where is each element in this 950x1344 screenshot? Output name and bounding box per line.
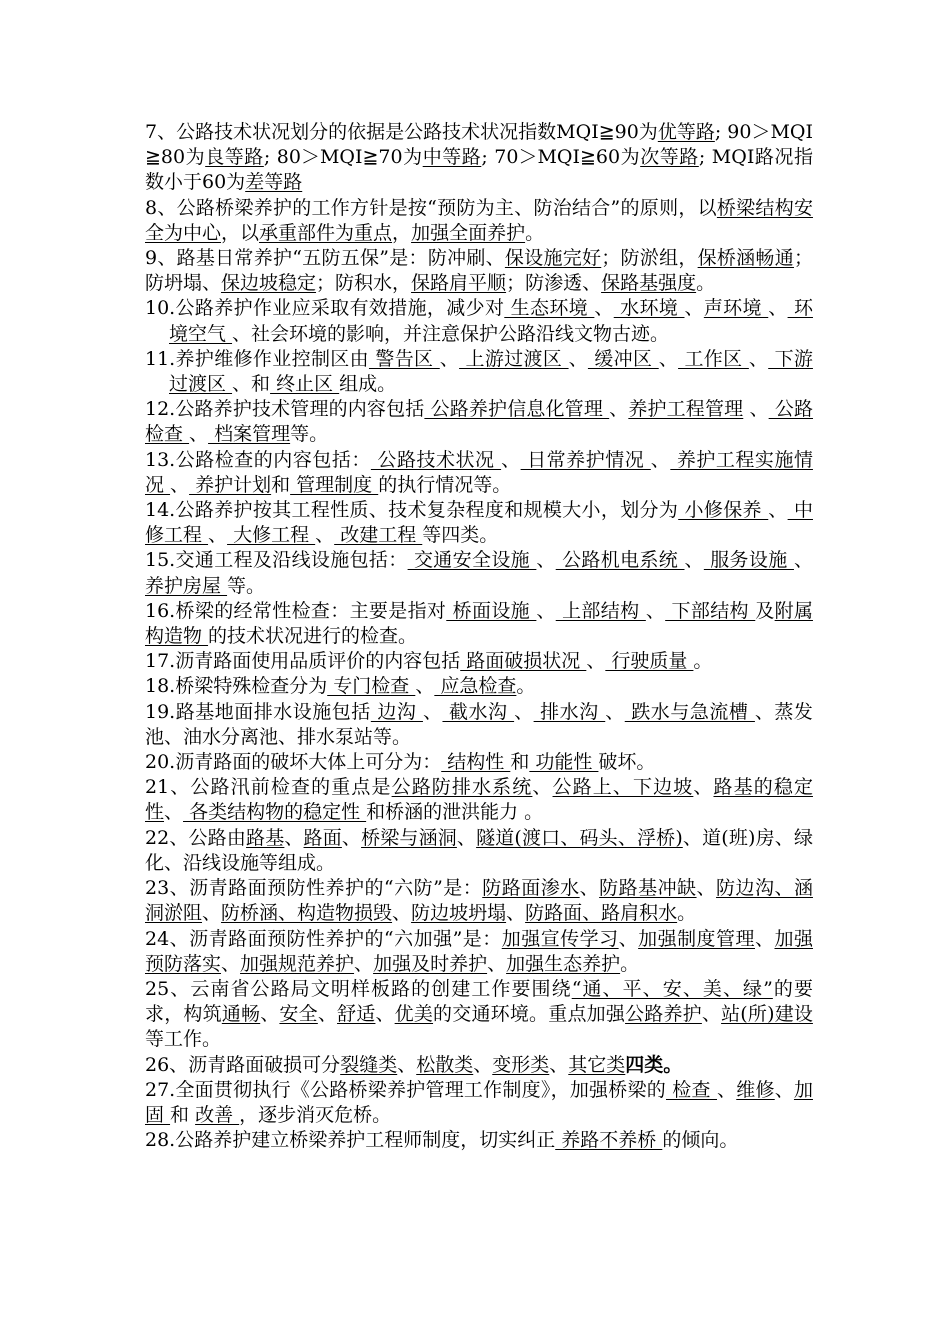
question-q14 xyxy=(145,498,813,548)
answer-blank: 优美 xyxy=(394,1003,434,1026)
answer-blank: 养路不养桥 xyxy=(555,1129,663,1152)
answer-blank: 交通安全设施 xyxy=(407,549,537,572)
answer-blank: 警告区 xyxy=(368,347,440,370)
answer-blank: 承重部件为重点 xyxy=(259,221,393,244)
question-text: 、 xyxy=(315,524,335,547)
question-text: 28.公路养护建立桥梁养护工程师制度，切实纠正 xyxy=(145,1129,556,1152)
question-text: 、 xyxy=(456,826,477,849)
answer-blank: 日常养护情况 xyxy=(520,448,651,471)
question-text: 和 xyxy=(271,473,291,496)
question-text: 和 xyxy=(170,1103,196,1126)
question-text: 9、路基日常养护“五防五保”是：防冲刷、 xyxy=(145,247,505,270)
answer-blank: 终止区 xyxy=(270,373,340,396)
answer-blank: 公路养护 xyxy=(625,1003,702,1026)
question-text: 。 xyxy=(677,902,697,925)
answer-blank: 防路面渗水 xyxy=(482,877,580,900)
question-text: 26、沥青路面破损可分 xyxy=(145,1053,341,1076)
answer-blank: 下部结构 xyxy=(665,599,756,622)
answer-blank: 路面 xyxy=(303,826,342,849)
question-text: 等工作。 xyxy=(145,1028,222,1051)
question-text: 、 xyxy=(189,423,209,446)
question-text: 、道(班)房、绿化、沿线设施等组成。 xyxy=(145,826,813,874)
question-text: 、 xyxy=(650,448,671,471)
question-text: 的倾向。 xyxy=(662,1129,739,1152)
answer-blank: 桥梁结构安全为中心 xyxy=(145,196,813,244)
answer-blank: 上部结构 xyxy=(555,599,646,622)
answer-blank: 舒适 xyxy=(337,1003,376,1026)
answer-blank: 次等路 xyxy=(640,146,699,169)
answer-blank: 保边坡稳定 xyxy=(221,272,317,295)
answer-blank: 改建工程 xyxy=(334,524,423,547)
question-text: 、 xyxy=(755,927,775,950)
answer-blank: 边沟 xyxy=(370,700,423,723)
answer-blank: 养护工程实施情况 xyxy=(145,448,813,496)
question-q25 xyxy=(145,977,813,1053)
question-q11 xyxy=(145,347,813,397)
question-text: 、 xyxy=(684,549,704,572)
answer-blank: 加强全面养护 xyxy=(411,221,526,244)
question-text: 23、沥青路面预防性养护的“六防”是： xyxy=(145,877,483,900)
answer-blank: 公路检查 xyxy=(145,398,813,446)
question-text: 、 xyxy=(536,549,556,572)
question-text: 15.交通工程及沿线设施包括： xyxy=(145,549,408,572)
answer-blank: 路基的稳定性 xyxy=(145,776,813,824)
answer-blank: 松散类 xyxy=(416,1053,474,1076)
answer-blank: 检查 xyxy=(666,1078,718,1101)
answer-blank: 声环境 xyxy=(703,297,769,320)
answer-blank: 加强宣传学习 xyxy=(501,927,619,950)
question-text: 、 xyxy=(594,297,614,320)
question-text: 、 xyxy=(605,700,625,723)
question-q26 xyxy=(145,1053,813,1078)
question-text: 、 xyxy=(774,1078,794,1101)
answer-blank: 档案管理 xyxy=(208,423,291,446)
question-q18 xyxy=(145,674,813,699)
question-text: 、 xyxy=(415,675,435,698)
question-text: ；防坍塌、 xyxy=(145,247,813,295)
question-text: 、 xyxy=(717,1078,737,1101)
question-text: 。 xyxy=(620,952,640,975)
question-text: 等。 xyxy=(290,423,329,446)
question-text: ；防积水， xyxy=(316,272,412,295)
question-text: 、 xyxy=(473,1053,493,1076)
answer-blank: 加强生态养护 xyxy=(506,952,621,975)
question-text: 17.沥青路面使用品质评价的内容包括 xyxy=(145,650,461,673)
question-text: 27.全面贯彻执行《公路桥梁养护管理工作制度》，加强桥梁的 xyxy=(145,1078,666,1101)
answer-blank: 公路机电系统 xyxy=(555,549,685,572)
answer-blank: 大修工程 xyxy=(227,524,316,547)
question-text: ，逐步消灭危桥。 xyxy=(239,1103,392,1126)
answer-blank: 截水沟 xyxy=(442,700,515,723)
question-text: ；防渗透、 xyxy=(506,272,602,295)
question-text: 组成。 xyxy=(339,373,397,396)
question-text: 10.公路养护作业应采取有效措施，减少对 xyxy=(145,297,505,320)
answer-blank: 行驶质量 xyxy=(605,650,694,673)
question-text: 、 xyxy=(341,826,362,849)
answer-blank: 公路养护信息化管理 xyxy=(424,398,610,421)
answer-blank: 安全 xyxy=(279,1003,318,1026)
question-text: 20.沥青路面的破坏大体上可分为： xyxy=(145,751,442,774)
question-q17 xyxy=(145,649,813,674)
question-text: ，以 xyxy=(221,221,260,244)
answer-blank: “通、平、安、美、绿” xyxy=(571,977,773,1000)
answer-blank: 专门检查 xyxy=(327,675,416,698)
question-q20 xyxy=(145,750,813,775)
question-text: 、 xyxy=(317,1003,338,1026)
answer-blank: 养护工程管理 xyxy=(628,398,744,421)
question-text: 22、公路由 xyxy=(145,826,247,849)
answer-blank: 保桥涵畅通 xyxy=(697,247,794,270)
answer-blank: 隧道(渡口、码头、浮桥) xyxy=(476,826,683,849)
answer-blank: 变形类 xyxy=(492,1053,550,1076)
question-text: ；防淤组， xyxy=(601,247,698,270)
answer-blank: 防路面、路肩积水 xyxy=(525,902,678,925)
question-q22 xyxy=(145,826,813,876)
answer-blank: 优等路 xyxy=(657,121,715,143)
question-text: 、 xyxy=(439,347,460,370)
question-text: 、 xyxy=(579,877,600,900)
answer-blank: 排水沟 xyxy=(533,700,606,723)
question-text: 、 xyxy=(501,448,521,471)
question-q7 xyxy=(145,120,813,196)
question-text: 的要求，构筑 xyxy=(145,977,813,1026)
question-text: 、 xyxy=(618,927,639,950)
question-text: 16.桥梁的经常性检查：主要是指对 xyxy=(145,599,447,622)
question-text: 破坏。 xyxy=(598,751,656,774)
question-text: 、 xyxy=(748,347,769,370)
question-text: 和桥涵的泄洪能力 。 xyxy=(366,801,544,824)
question-text: 等。 xyxy=(227,574,266,597)
question-text: 。 xyxy=(696,272,716,295)
answer-blank: 加强规范养护 xyxy=(240,952,355,975)
question-q19 xyxy=(145,700,813,750)
question-q13 xyxy=(145,448,813,498)
answer-blank: 良等路 xyxy=(205,146,264,169)
question-text: 13.公路检查的内容包括： xyxy=(145,448,371,471)
question-text: 18.桥梁特殊检查分为 xyxy=(145,675,328,698)
answer-blank: 水环境 xyxy=(613,297,685,320)
answer-blank: 工作区 xyxy=(678,347,749,370)
question-text: 、 xyxy=(487,952,507,975)
answer-blank: 路基 xyxy=(246,826,285,849)
answer-blank: 改善 xyxy=(195,1103,240,1126)
answer-blank: 差等路 xyxy=(245,171,303,194)
answer-blank: 中修工程 xyxy=(145,499,813,547)
answer-blank: 缓冲区 xyxy=(587,347,659,370)
answer-blank: 环境空气 xyxy=(169,297,813,345)
question-text: 、 xyxy=(609,398,629,421)
question-text: ; 70＞MQI≧60为 xyxy=(481,146,641,169)
answer-blank: 小修保养 xyxy=(678,499,769,522)
answer-blank: 其它类 xyxy=(568,1053,626,1076)
question-text: 、 xyxy=(506,902,526,925)
question-list xyxy=(145,120,813,1153)
answer-blank: 公路上、下边坡 xyxy=(552,776,694,799)
question-text: ; 90＞MQI≧80为 xyxy=(145,121,813,169)
question-text: 、 xyxy=(397,1053,417,1076)
question-q15 xyxy=(145,548,813,598)
question-text: 7、公路技术状况划分的依据是公路技术状况指数MQI≧90为 xyxy=(145,121,658,143)
answer-blank: 加固 xyxy=(145,1078,813,1126)
question-q10 xyxy=(145,296,813,346)
question-q27 xyxy=(145,1078,813,1128)
question-text: 、 xyxy=(354,952,374,975)
question-text: 。 xyxy=(525,221,545,244)
answer-blank: 上游过渡区 xyxy=(459,347,569,370)
answer-blank: 桥面设施 xyxy=(446,599,537,622)
question-text: 、蒸发池、油水分离池、排水泵站等。 xyxy=(145,700,813,748)
answer-blank: 结构性 xyxy=(441,751,511,774)
answer-blank: 站(所)建设 xyxy=(721,1003,813,1026)
answer-blank: 路面破损状况 xyxy=(460,650,587,673)
question-text: 、 xyxy=(568,347,588,370)
question-text: 、 xyxy=(422,700,443,723)
question-text: 等四类。 xyxy=(422,524,499,547)
question-text: 、 xyxy=(586,650,606,673)
question-text: 、 xyxy=(536,599,556,622)
answer-blank: 养护计划 xyxy=(189,473,272,496)
question-text: 25、云南省公路局文明样板路的创建工作要围绕 xyxy=(145,977,572,1000)
question-text: 、社会环境的影响，并注意保护公路沿线文物古迹。 xyxy=(232,322,670,345)
answer-blank: 保路肩平顺 xyxy=(411,272,507,295)
question-text: 、和 xyxy=(232,373,271,396)
answer-blank: 下游过渡区 xyxy=(169,347,813,396)
question-q23 xyxy=(145,876,813,926)
question-text: 、 xyxy=(260,1003,280,1026)
question-text: 、 xyxy=(164,801,184,824)
answer-blank: 跌水与急流槽 xyxy=(624,700,755,723)
answer-blank: 应急检查 xyxy=(434,675,517,698)
question-q16 xyxy=(145,599,813,649)
answer-blank: 防边沟、涵洞淤阻 xyxy=(145,877,813,925)
answer-blank: 公路技术状况 xyxy=(370,448,502,471)
answer-blank: 公路防排水系统 xyxy=(391,776,533,799)
answer-blank: 加强预防落实 xyxy=(145,927,813,975)
question-text: 24、沥青路面预防性养护的“六加强”是： xyxy=(145,927,502,950)
answer-blank: 各类结构物的稳定性 xyxy=(183,801,367,824)
question-text: 及 xyxy=(755,599,775,622)
answer-blank: 保设施完好 xyxy=(504,247,602,270)
question-text: 21、公路汛前检查的重点是 xyxy=(145,776,392,799)
answer-blank: 防边坡坍塌 xyxy=(411,902,507,925)
question-q28 xyxy=(145,1128,813,1153)
answer-blank: 加强制度管理 xyxy=(638,927,755,950)
question-text: 、 xyxy=(170,473,190,496)
question-text: 。 xyxy=(693,650,713,673)
question-q24 xyxy=(145,927,813,977)
question-text: 、 xyxy=(645,599,666,622)
question-text: 、 xyxy=(768,297,788,320)
answer-blank: 维修 xyxy=(736,1078,775,1101)
answer-blank: 中等路 xyxy=(422,146,482,169)
question-text: 、 xyxy=(221,952,241,975)
question-text: ; 80＞MQI≧70为 xyxy=(263,146,423,169)
answer-blank: 桥梁与涵洞 xyxy=(361,826,457,849)
answer-blank: 服务设施 xyxy=(703,549,794,572)
question-text: 的交通环境。重点加强 xyxy=(433,1003,626,1026)
answer-blank: 功能性 xyxy=(529,751,599,774)
question-text: 、 xyxy=(793,549,813,572)
question-text: 、 xyxy=(684,297,704,320)
question-q9 xyxy=(145,246,813,296)
question-text: 、 xyxy=(701,1003,722,1026)
answer-blank: 保路基强度 xyxy=(601,272,697,295)
question-q12 xyxy=(145,397,813,447)
answer-blank: 防桥涵、构造物损毁 xyxy=(221,902,393,925)
question-text: 的技术状况进行的检查。 xyxy=(208,625,418,648)
question-text: 、 xyxy=(375,1003,395,1026)
question-text: 、 xyxy=(284,826,304,849)
question-text: 14.公路养护按其工程性质、技术复杂程度和规模大小，划分为 xyxy=(145,499,679,522)
question-text: 、 xyxy=(392,902,412,925)
question-text: 11.养护维修作业控制区由 xyxy=(145,347,369,370)
question-text: 19.路基地面排水设施包括 xyxy=(145,700,371,723)
question-text: 、 xyxy=(514,700,534,723)
question-text: 、 xyxy=(658,347,679,370)
question-text: 、 xyxy=(202,902,222,925)
question-text: 、 xyxy=(693,776,714,799)
answer-blank: 通畅 xyxy=(221,1003,261,1026)
question-text: 8、公路桥梁养护的工作方针是按“预防为主、防治结合”的原则，以 xyxy=(145,196,717,219)
question-text: 、 xyxy=(549,1053,569,1076)
question-text: ， xyxy=(392,221,412,244)
question-q21 xyxy=(145,775,813,825)
answer-blank: 裂缝类 xyxy=(340,1053,398,1076)
question-text: 、 xyxy=(696,877,717,900)
answer-blank: 防路基冲缺 xyxy=(599,877,697,900)
answer-blank: 养护房屋 xyxy=(145,574,228,597)
question-text: 四类。 xyxy=(625,1053,683,1076)
question-text: 、 xyxy=(768,499,788,522)
answer-blank: 附属构造物 xyxy=(145,599,813,648)
question-text: ; MQI路况指数小于60为 xyxy=(145,146,813,194)
question-text: 、 xyxy=(532,776,553,799)
question-text: 、 xyxy=(208,524,228,547)
question-text: 、 xyxy=(743,398,769,421)
question-text: 的执行情况等。 xyxy=(378,473,512,496)
question-text: 。 xyxy=(516,675,536,698)
question-q8 xyxy=(145,196,813,246)
answer-blank: 生态环境 xyxy=(504,297,595,320)
question-text: 12.公路养护技术管理的内容包括 xyxy=(145,398,425,421)
question-text: 和 xyxy=(510,751,530,774)
answer-blank: 加强及时养护 xyxy=(373,952,488,975)
answer-blank: 管理制度 xyxy=(290,473,379,496)
